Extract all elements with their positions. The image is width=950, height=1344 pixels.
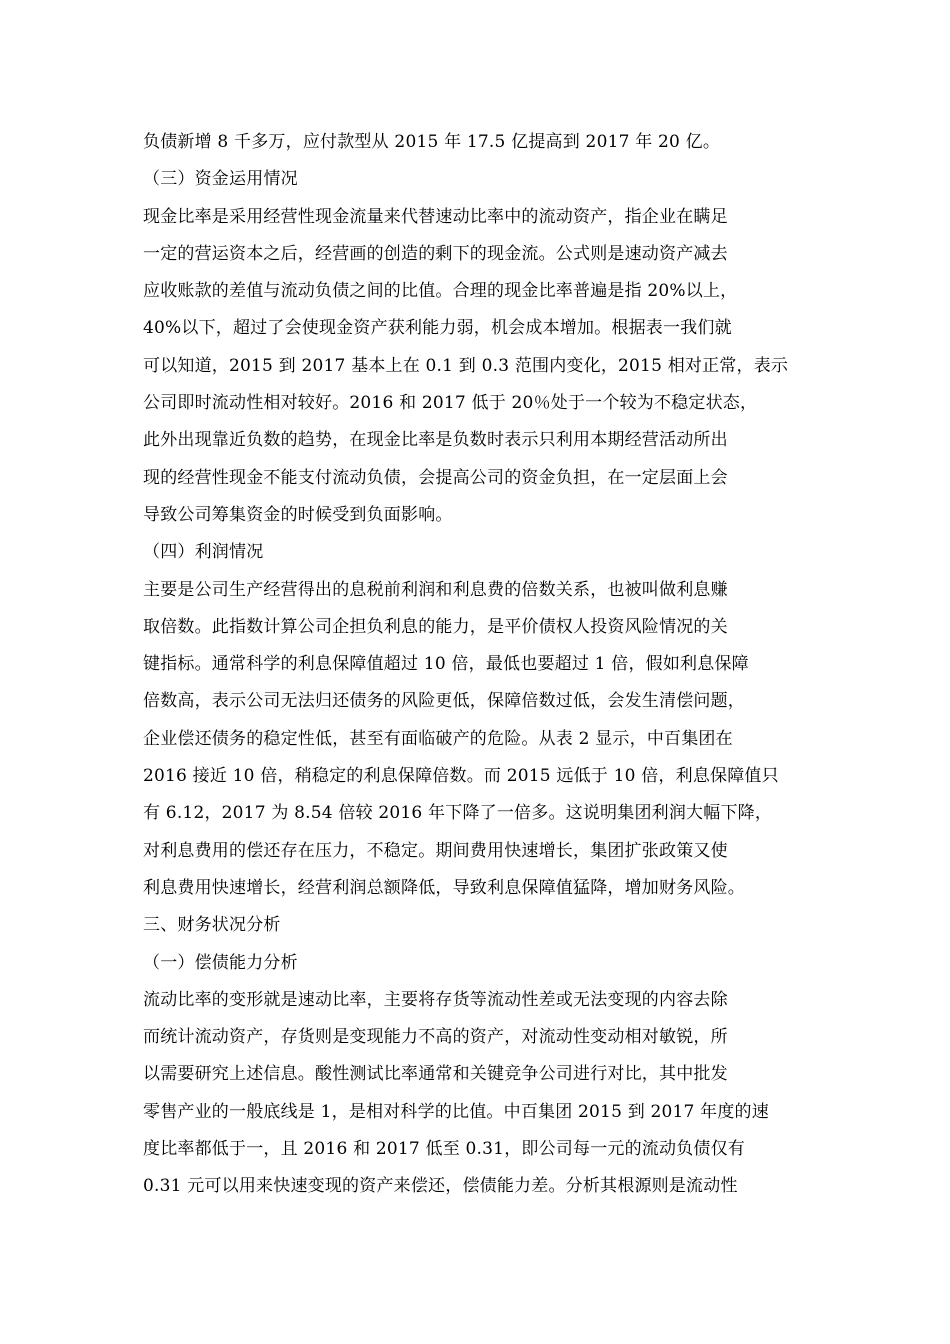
- text-line: 负债新增 8 千多万，应付款型从 2015 年 17.5 亿提高到 2017 年 20 亿。: [143, 132, 721, 152]
- text-line: 现的经营性现金不能支付流动负债，会提高公司的资金负担，在一定层面上会: [143, 467, 728, 488]
- chapter-heading: 三、财务状况分析: [143, 915, 281, 936]
- text-line: 此外出现靠近负数的趋势，在现金比率是负数时表示只利用本期经营活动所出: [143, 430, 728, 451]
- text-line: 40%以下，超过了会使现金资产获利能力弱，机会成本增加。根据表一我们就: [143, 318, 732, 339]
- text-line: 公司即时流动性相对较好。2016 和 2017 低于 20％处于一个较为不稳定状态，: [143, 393, 758, 414]
- text-line: 应收账款的差值与流动负债之间的比值。合理的现金比率普遍是指 20%以上，: [143, 281, 738, 302]
- text-line: 0.31 元可以用来快速变现的资产来偿还，偿债能力差。分析其根源则是流动性: [143, 1176, 738, 1197]
- text-line: 以需要研究上述信息。酸性测试比率通常和关键竞争公司进行对比，其中批发: [143, 1064, 728, 1085]
- text-line: 企业偿还债务的稳定性低，甚至有面临破产的危险。从表 2 显示，中百集团在: [143, 728, 733, 749]
- text-line: 2016 接近 10 倍，稍稳定的利息保障倍数。而 2015 远低于 10 倍，利息保障值只: [143, 766, 779, 787]
- section-heading: （一）偿债能力分析: [143, 952, 298, 973]
- text-line: 倍数高，表示公司无法归还债务的风险更低，保障倍数过低，会发生清偿问题，: [143, 691, 745, 712]
- text-line: 对利息费用的偿还存在压力，不稳定。期间费用快速增长，集团扩张政策又使: [143, 840, 728, 861]
- text-line: 主要是公司生产经营得出的息税前利润和利息费的倍数关系，也被叫做利息赚: [143, 579, 728, 600]
- text-line: 一定的营运资本之后，经营画的创造的剩下的现金流。公式则是速动资产减去: [143, 243, 728, 264]
- text-line: 利息费用快速增长，经营利润总额降低，导致利息保障值猛降，增加财务风险。: [143, 877, 745, 898]
- section-heading: （三）资金运用情况: [143, 169, 298, 190]
- text-line: 零售产业的一般底线是 1，是相对科学的比值。中百集团 2015 到 2017 年度的速: [143, 1101, 769, 1122]
- text-line: 键指标。通常科学的利息保障值超过 10 倍，最低也要超过 1 倍，假如利息保障: [143, 654, 749, 675]
- section-heading: （四）利润情况: [143, 542, 264, 563]
- text-line: 取倍数。此指数计算公司企担负利息的能力，是平价债权人投资风险情况的关: [143, 616, 728, 637]
- text-line: 而统计流动资产，存货则是变现能力不高的资产，对流动性变动相对敏锐，所: [143, 1027, 728, 1048]
- text-line: 流动比率的变形就是速动比率，主要将存货等流动性差或无法变现的内容去除: [143, 989, 728, 1010]
- text-line: 导致公司筹集资金的时候受到负面影响。: [143, 504, 453, 525]
- text-line: 现金比率是采用经营性现金流量来代替速动比率中的流动资产，指企业在瞒足: [143, 206, 728, 227]
- text-line: 度比率都低于一，且 2016 和 2017 低至 0.31，即公司每一元的流动负债仅有: [143, 1139, 745, 1160]
- text-line: 可以知道，2015 到 2017 基本上在 0.1 到 0.3 范围内变化，2015 相对正常，表示: [143, 355, 789, 376]
- document-body: [143, 124, 823, 1206]
- text-line: 有 6.12，2017 为 8.54 倍较 2016 年下降了一倍多。这说明集团利润大幅下降，: [143, 803, 773, 824]
